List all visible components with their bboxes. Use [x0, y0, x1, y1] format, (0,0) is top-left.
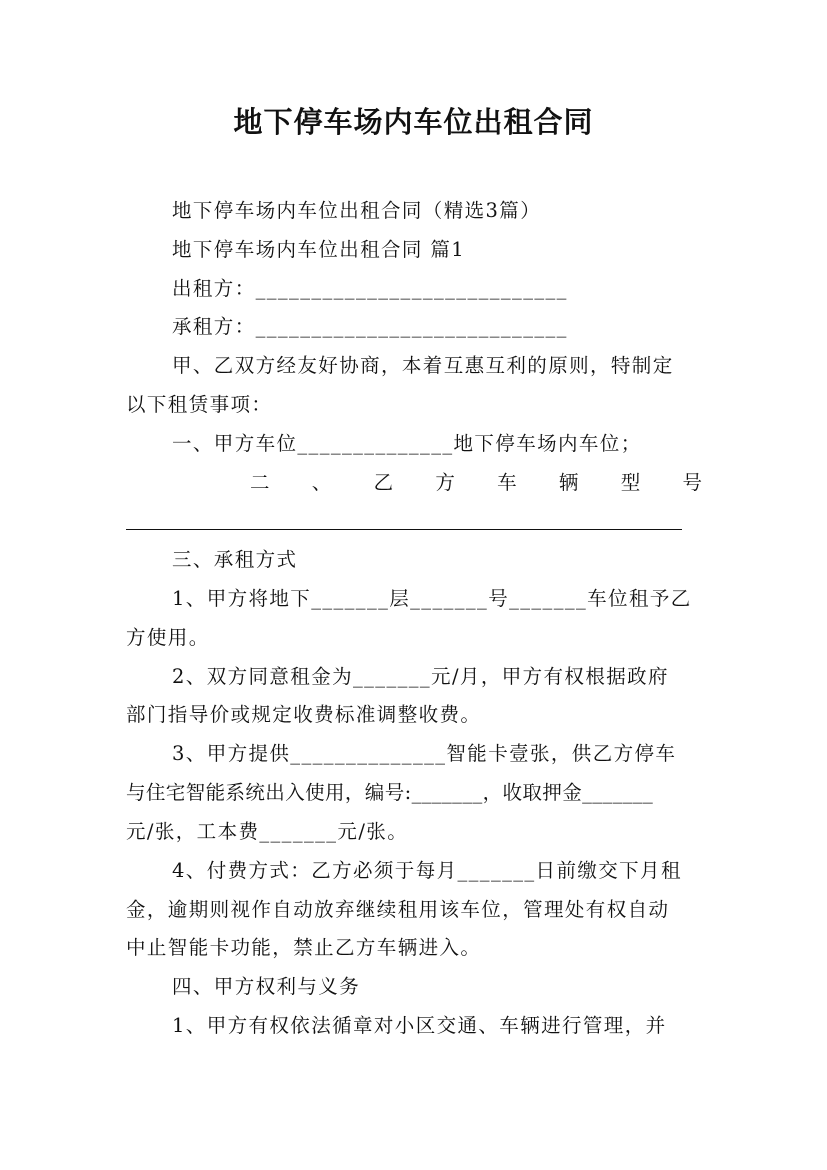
paragraph-line: 与住宅智能系统出入使用，编号:_______，收取押金_______ — [126, 781, 654, 804]
paragraph-line: 中止智能卡功能，禁止乙方车辆进入。 — [126, 936, 482, 959]
clause-char: 二 — [250, 471, 270, 494]
clause-char: 车 — [497, 471, 517, 494]
section-heading: 四、甲方权利与义务 — [172, 975, 361, 998]
page-title: 地下停车场内车位出租合同 — [233, 105, 594, 139]
paragraph-line: 4、付费方式：乙方必须于每月_______日前缴交下月租 — [172, 859, 682, 882]
paragraph-line: 以下租赁事项： — [126, 393, 273, 416]
clause-parking-space: 一、甲方车位______________地下停车场内车位； — [172, 432, 642, 455]
paragraph-line: 2、双方同意租金为_______元/月，甲方有权根据政府 — [172, 665, 669, 688]
clause-char: 号 — [682, 471, 702, 494]
paragraph-line: 甲、乙双方经友好协商，本着互惠互利的原则，特制定 — [172, 354, 674, 377]
paragraph-line: 3、甲方提供______________智能卡壹张，供乙方停车 — [172, 742, 677, 765]
clause-char: 方 — [435, 471, 455, 494]
paragraph-line: 金，逾期则视作自动放弃继续租用该车位，管理处有权自动 — [126, 898, 670, 921]
lessor-field: 出租方：____________________________ — [172, 277, 568, 300]
clause-char: 辆 — [558, 471, 579, 494]
clause-char: 、 — [311, 471, 332, 494]
section-heading: 三、承租方式 — [172, 548, 298, 571]
paragraph-line: 方使用。 — [126, 626, 210, 649]
clause-vehicle-model — [250, 464, 702, 502]
vehicle-model-blank — [126, 529, 682, 530]
paragraph-line: 1、甲方有权依法循章对小区交通、车辆进行管理，并 — [172, 1014, 667, 1037]
lessee-field: 承租方：____________________________ — [172, 315, 568, 338]
clause-char: 型 — [620, 471, 641, 494]
paragraph-line: 元/张，工本费_______元/张。 — [126, 820, 409, 843]
paragraph-line: 部门指导价或规定收费标准调整收费。 — [126, 703, 482, 726]
contract-subtitle: 地下停车场内车位出租合同（精选3篇） — [172, 199, 542, 222]
paragraph-line: 1、甲方将地下_______层_______号_______车位租予乙 — [172, 587, 692, 610]
clause-char: 乙 — [373, 471, 394, 494]
article-heading: 地下停车场内车位出租合同 篇1 — [172, 238, 466, 261]
